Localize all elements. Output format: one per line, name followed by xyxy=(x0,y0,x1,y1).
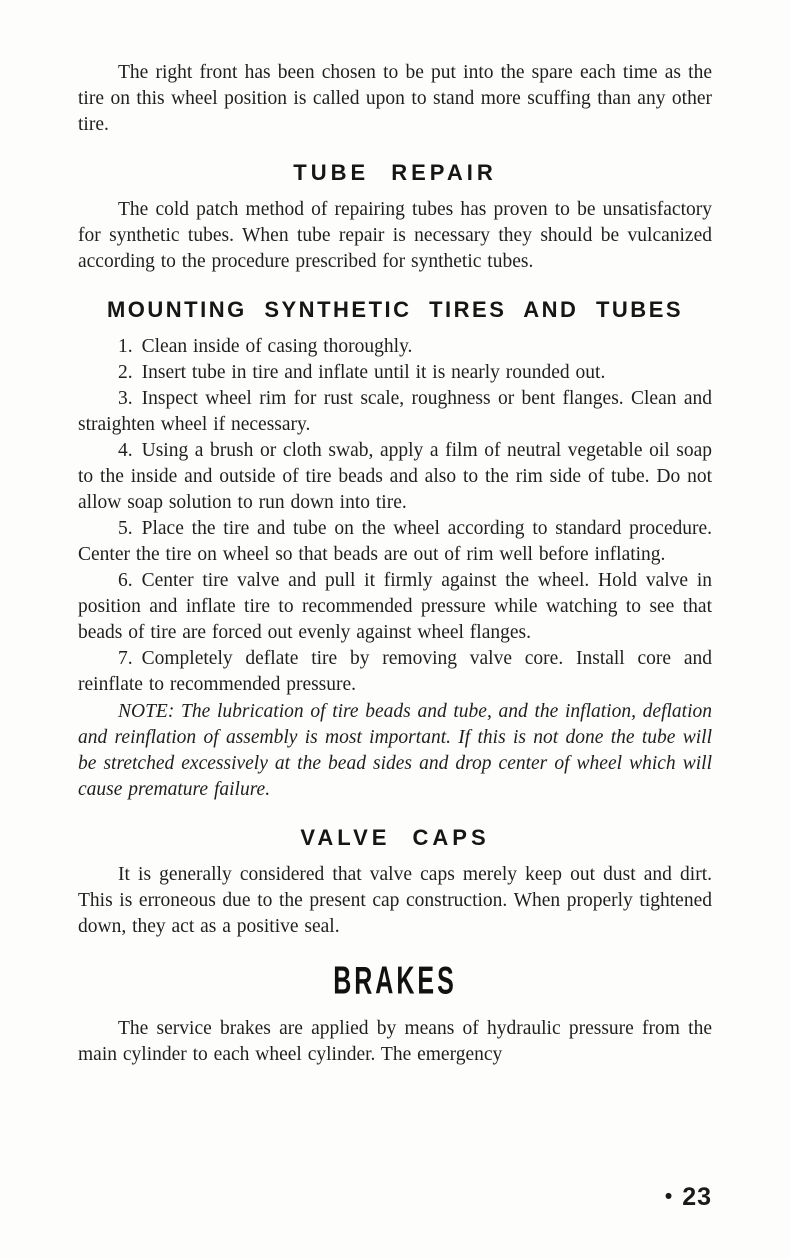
step-item-5 xyxy=(78,516,712,568)
step-item-1 xyxy=(78,334,712,360)
tube-repair-paragraph: The cold patch method of repairing tubes has proven to be unsatisfactory for synthetic tubes. When tube repair is necessary they should be vulcanized according to the procedure prescribed for synthetic tubes. xyxy=(78,199,712,272)
step-text: Inspect wheel rim for rust scale, roughness or bent flanges. Clean and straighten wheel if necessary. xyxy=(78,388,712,435)
step-number: 6. xyxy=(118,570,133,591)
step-item-2 xyxy=(78,360,712,386)
heading-brakes: BRAKES xyxy=(333,959,457,1004)
note-paragraph: NOTE: The lubrication of tire beads and tube, and the inflation, deflation and reinflation of assembly is most important. If this is not done the tube will be stretched excessively at the bead sides and drop center of wheel which will cause premature failure. xyxy=(78,701,712,800)
step-item-4 xyxy=(78,438,712,516)
step-number: 7. xyxy=(118,648,133,669)
step-item-3 xyxy=(78,386,712,438)
mounting-steps-list xyxy=(78,334,712,698)
step-number: 2. xyxy=(118,362,133,383)
step-number: 5. xyxy=(118,518,133,539)
step-number: 1. xyxy=(118,336,133,357)
step-item-6 xyxy=(78,568,712,646)
heading-mounting-synthetic-tires: MOUNTING SYNTHETIC TIRES AND TUBES xyxy=(106,297,684,322)
valve-caps-paragraph: It is generally considered that valve caps merely keep out dust and dirt. This is erroneous due to the present cap construction. When properly tightened down, they act as a positive seal. xyxy=(78,864,712,937)
brakes-paragraph: The service brakes are applied by means of hydraulic pressure from the main cylinder to each wheel cylinder. The emergency xyxy=(78,1018,712,1065)
page-number xyxy=(665,1183,712,1212)
step-text: Center tire valve and pull it firmly against the wheel. Hold valve in position and inflate tire to recommended pressure while watching to see that beads of tire are forced out evenly against wheel flanges. xyxy=(78,570,712,643)
page-number-value: 23 xyxy=(682,1183,712,1211)
step-text: Completely deflate tire by removing valve core. Install core and reinflate to recommended pressure. xyxy=(78,648,712,695)
heading-tube-repair: TUBE REPAIR xyxy=(293,160,497,185)
step-text: Clean inside of casing thoroughly. xyxy=(141,336,413,357)
step-text: Insert tube in tire and inflate until it is nearly rounded out. xyxy=(141,362,606,383)
step-number: 3. xyxy=(118,388,133,409)
page-number-bullet-icon: • xyxy=(664,1185,674,1208)
step-text: Using a brush or cloth swab, apply a film of neutral vegetable oil soap to the inside and outside of tire beads and also to the rim side of tube. Do not allow soap solution to run down into tire. xyxy=(78,440,712,513)
step-number: 4. xyxy=(118,440,133,461)
intro-paragraph: The right front has been chosen to be put into the spare each time as the tire on this wheel position is called upon to stand more scuffing than any other tire. xyxy=(78,62,712,135)
step-item-7 xyxy=(78,646,712,698)
step-text: Place the tire and tube on the wheel according to standard procedure. Center the tire on wheel so that beads are out of rim well before inflating. xyxy=(78,518,712,565)
heading-valve-caps: VALVE CAPS xyxy=(300,825,490,850)
